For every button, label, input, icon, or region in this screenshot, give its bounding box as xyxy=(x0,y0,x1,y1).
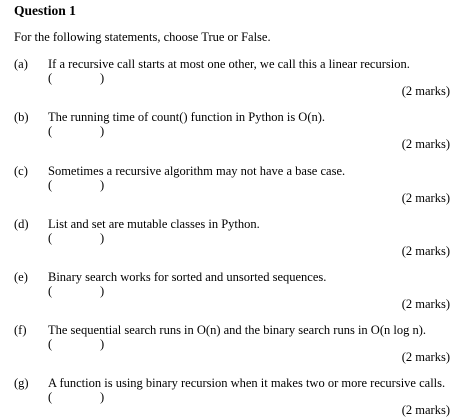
answer-open-paren: ( xyxy=(48,337,53,351)
item-statement: A function is using binary recursion when it makes two or more recursive calls. xyxy=(48,376,446,390)
answer-open-paren: ( xyxy=(48,231,53,245)
question-instruction: For the following statements, choose True or False. xyxy=(14,30,271,44)
item-marks: (2 marks) xyxy=(401,84,450,98)
item-statement: The sequential search runs in O(n) and the binary search runs in O(n log n). xyxy=(48,323,427,337)
answer-open-paren: ( xyxy=(48,178,53,192)
item-marks: (2 marks) xyxy=(401,297,450,311)
question-item-d xyxy=(0,217,474,257)
answer-open-paren: ( xyxy=(48,390,53,404)
item-marks: (2 marks) xyxy=(401,137,450,151)
answer-open-paren: ( xyxy=(48,71,53,85)
item-label: (c) xyxy=(14,164,28,178)
item-statement: If a recursive call starts at most one other, we call this a linear recursion. xyxy=(48,57,410,71)
answer-close-paren: ) xyxy=(100,390,105,404)
item-statement: List and set are mutable classes in Python. xyxy=(48,217,260,231)
answer-open-paren: ( xyxy=(48,284,53,298)
answer-open-paren: ( xyxy=(48,124,53,138)
question-item-f xyxy=(0,323,474,363)
item-label: (a) xyxy=(14,57,28,71)
answer-close-paren: ) xyxy=(100,71,105,85)
answer-close-paren: ) xyxy=(100,231,105,245)
item-statement: Binary search works for sorted and unsorted sequences. xyxy=(48,270,327,284)
item-label: (g) xyxy=(14,376,29,390)
item-marks: (2 marks) xyxy=(401,244,450,258)
item-statement: The running time of count() function in Python is O(n). xyxy=(48,110,326,124)
item-statement: Sometimes a recursive algorithm may not have a base case. xyxy=(48,164,346,178)
question-item-b xyxy=(0,110,474,150)
question-item-a xyxy=(0,57,474,97)
answer-close-paren: ) xyxy=(100,124,105,138)
question-item-e xyxy=(0,270,474,310)
item-label: (f) xyxy=(14,323,27,337)
question-title: Question 1 xyxy=(14,3,76,18)
answer-close-paren: ) xyxy=(100,284,105,298)
item-label: (e) xyxy=(14,270,28,284)
answer-close-paren: ) xyxy=(100,337,105,351)
question-item-g xyxy=(0,376,474,416)
item-marks: (2 marks) xyxy=(401,350,450,364)
answer-close-paren: ) xyxy=(100,178,105,192)
item-label: (b) xyxy=(14,110,29,124)
item-marks: (2 marks) xyxy=(401,403,450,417)
item-marks: (2 marks) xyxy=(401,191,450,205)
question-item-c xyxy=(0,164,474,204)
item-label: (d) xyxy=(14,217,29,231)
